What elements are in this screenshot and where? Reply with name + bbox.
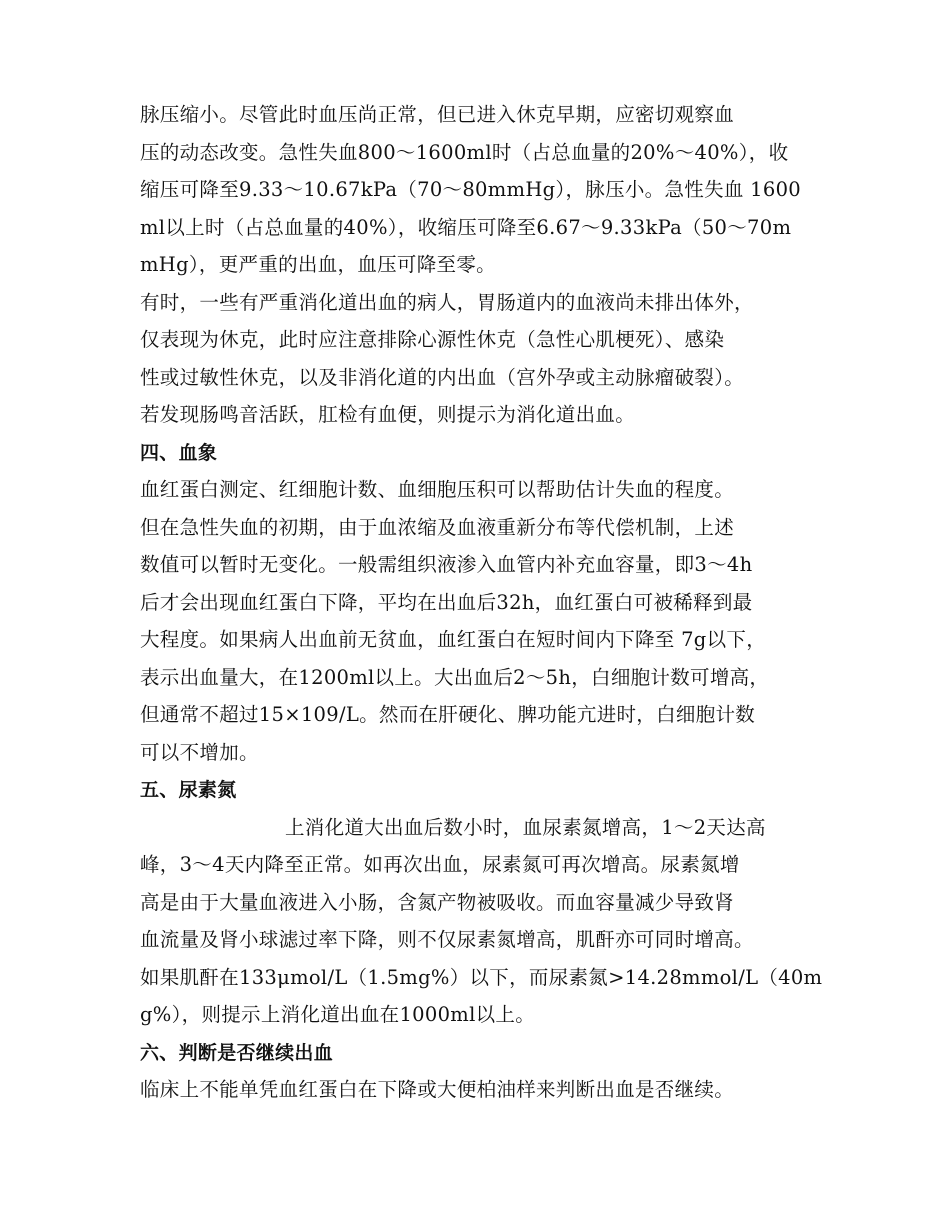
- paragraph-line: 若发现肠鸣音活跃，肛检有血便，则提示为消化道出血。: [140, 403, 636, 426]
- section-heading: 五、尿素氮: [140, 779, 237, 801]
- section-heading: 六、判断是否继续出血: [140, 1042, 334, 1064]
- paragraph-line: 高是由于大量血液进入小肠，含氮产物被吸收。而血容量减少导致肾: [140, 891, 735, 914]
- paragraph-line: 但在急性失血的初期，由于血浓缩及血液重新分布等代偿机制，上述: [140, 516, 735, 539]
- paragraph-line: g%），则提示上消化道出血在1000ml以上。: [140, 1003, 536, 1026]
- paragraph-line: 性或过敏性休克，以及非消化道的内出血（宫外孕或主动脉瘤破裂）。: [140, 366, 745, 389]
- paragraph-line: ml以上时（占总血量的40%），收缩压可降至6.67～9.33kPa（50～70m: [140, 216, 792, 239]
- paragraph-line: 仅表现为休克，此时应注意排除心源性休克（急性心肌梗死）、感染: [140, 328, 725, 351]
- paragraph-line: 大程度。如果病人出血前无贫血，血红蛋白在短时间内下降至 7g以下，: [140, 628, 766, 651]
- paragraph-line: 缩压可降至9.33～10.67kPa（70～80mmHg），脉压小。急性失血 1600: [140, 178, 801, 201]
- paragraph-line: 可以不增加。: [140, 741, 259, 764]
- paragraph-line: 血流量及肾小球滤过率下降，则不仅尿素氮增高，肌酐亦可同时增高。: [140, 928, 754, 951]
- paragraph-line: 临床上不能单凭血红蛋白在下降或大便柏油样来判断出血是否继续。: [140, 1078, 735, 1101]
- paragraph-line: 如果肌酐在133μmol/L（1.5mg%）以下，而尿素氮>14.28mmol/L（40m: [140, 966, 823, 989]
- paragraph-line: 峰，3～4天内降至正常。如再次出血，尿素氮可再次增高。尿素氮增: [140, 853, 740, 876]
- section-heading: 四、血象: [140, 442, 218, 464]
- paragraph-line: 脉压缩小。尽管此时血压尚正常，但已进入休克早期，应密切观察血: [140, 103, 735, 126]
- paragraph-line: 表示出血量大，在1200ml以上。大出血后2～5h，白细胞计数可增高，: [140, 666, 770, 689]
- paragraph-line: mHg），更严重的出血，血压可降至零。: [140, 253, 496, 276]
- paragraph-line: 有时，一些有严重消化道出血的病人，胃肠道内的血液尚未排出体外，: [140, 291, 754, 314]
- paragraph-line: 数值可以暂时无变化。一般需组织液渗入血管内补充血容量，即3～4h: [140, 553, 753, 576]
- paragraph-line: 血红蛋白测定、红细胞计数、血细胞压积可以帮助估计失血的程度。: [140, 478, 735, 501]
- paragraph-line: 压的动态改变。急性失血800～1600ml时（占总血量的20%～40%），收: [140, 141, 789, 164]
- paragraph-line: 后才会出现血红蛋白下降，平均在出血后32h，血红蛋白可被稀释到最: [140, 591, 753, 614]
- paragraph-line: 但通常不超过15×109/L。然而在肝硬化、脾功能亢进时，白细胞计数: [140, 703, 756, 726]
- paragraph-line: 上消化道大出血后数小时，血尿素氮增高，1～2天达高: [285, 816, 766, 839]
